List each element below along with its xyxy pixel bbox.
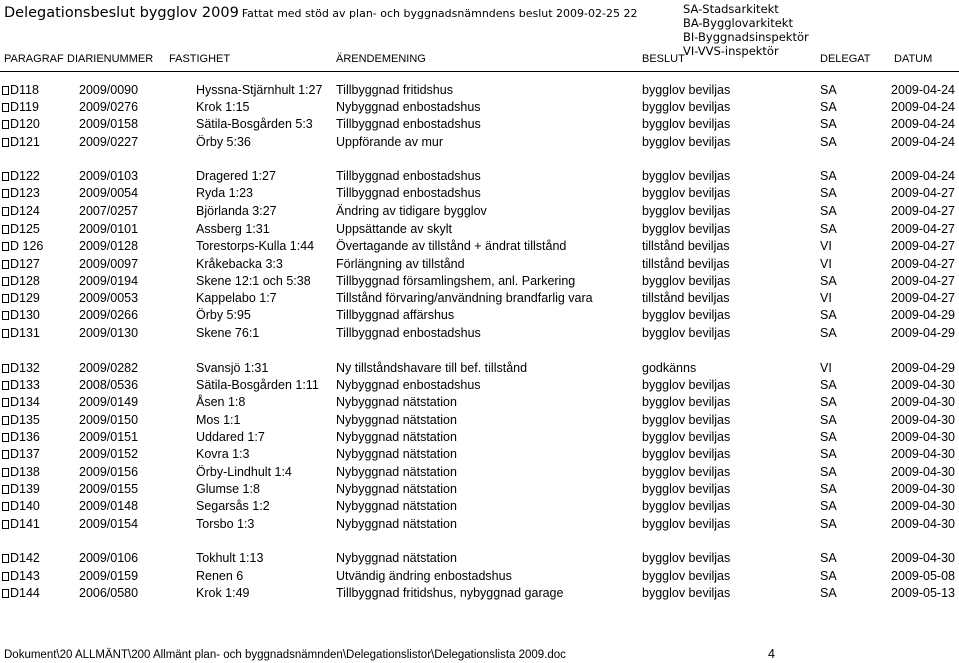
fastighet-cell: Krok 1:49 <box>196 586 250 600</box>
fastighet-cell: Krok 1:15 <box>196 100 250 114</box>
column-header-beslut: BESLUT <box>642 53 685 65</box>
beslut-cell: tillstånd beviljas <box>642 291 730 305</box>
delegat-cell: SA <box>820 517 837 531</box>
arendemening-cell: Tillbyggnad enbostadshus <box>336 186 481 200</box>
role-ba: BA-Bygglovarkitekt <box>683 16 793 30</box>
arendemening-cell: Tillbyggnad fritidshus, nybyggnad garage <box>336 586 564 600</box>
table-row <box>0 568 959 584</box>
beslut-cell: bygglov beviljas <box>642 169 731 183</box>
checkbox-square-icon <box>2 138 9 147</box>
diarienummer-cell: 2009/0194 <box>79 274 139 288</box>
column-header-datum: DATUM <box>894 53 933 65</box>
role-sa: SA-Stadsarkitekt <box>683 2 779 16</box>
diarienummer-cell: 2009/0053 <box>79 291 139 305</box>
table-row <box>0 116 959 132</box>
paragraf-label: D131 <box>10 326 40 340</box>
fastighet-cell: Torestorps-Kulla 1:44 <box>196 239 315 253</box>
checkbox-square-icon <box>2 554 9 563</box>
paragraf-label: D140 <box>10 499 40 513</box>
header-divider <box>0 71 959 72</box>
paragraf-label: D130 <box>10 308 40 322</box>
document-subtitle: Fattat med stöd av plan- och byggnadsnämndens beslut 2009-02-25 22 <box>241 7 638 20</box>
checkbox-square-icon <box>2 381 9 390</box>
delegat-cell: SA <box>820 135 837 149</box>
delegat-cell: VI <box>820 361 832 375</box>
datum-cell: 2009-04-27 <box>891 274 955 288</box>
fastighet-cell: Kappelabo 1:7 <box>196 291 277 305</box>
table-row <box>0 498 959 514</box>
arendemening-cell: Tillstånd förvaring/användning brandfarlig vara <box>336 291 593 305</box>
paragraf-cell <box>2 185 40 201</box>
delegat-cell: SA <box>820 395 837 409</box>
paragraf-label: D119 <box>10 100 39 114</box>
fastighet-cell: Kovra 1:3 <box>196 447 250 461</box>
table-row <box>0 377 959 393</box>
checkbox-square-icon <box>2 172 9 181</box>
beslut-cell: bygglov beviljas <box>642 326 731 340</box>
fastighet-cell: Segarsås 1:2 <box>196 499 270 513</box>
diarienummer-cell: 2007/0257 <box>79 204 139 218</box>
table-row <box>0 325 959 341</box>
arendemening-cell: Nybyggnad nätstation <box>336 447 457 461</box>
datum-cell: 2009-04-24 <box>891 169 955 183</box>
table-row <box>0 585 959 601</box>
table-row <box>0 394 959 410</box>
table-row <box>0 516 959 532</box>
fastighet-cell: Ryda 1:23 <box>196 186 253 200</box>
paragraf-cell <box>2 168 40 184</box>
arendemening-cell: Uppförande av mur <box>336 135 444 149</box>
paragraf-label: D124 <box>10 204 40 218</box>
delegat-cell: SA <box>820 551 837 565</box>
paragraf-label: D120 <box>10 117 40 131</box>
arendemening-cell: Nybyggnad nätstation <box>336 465 457 479</box>
delegat-cell: SA <box>820 274 837 288</box>
checkbox-square-icon <box>2 86 9 95</box>
datum-cell: 2009-04-30 <box>891 378 955 392</box>
checkbox-square-icon <box>2 433 9 442</box>
paragraf-label: D137 <box>10 447 40 461</box>
paragraf-cell <box>2 82 39 98</box>
fastighet-cell: Svansjö 1:31 <box>196 361 269 375</box>
beslut-cell: bygglov beviljas <box>642 447 731 461</box>
beslut-cell: bygglov beviljas <box>642 499 731 513</box>
paragraf-cell <box>2 307 40 323</box>
arendemening-cell: Nybyggnad enbostadshus <box>336 100 481 114</box>
checkbox-square-icon <box>2 311 9 320</box>
table-row <box>0 203 959 219</box>
checkbox-square-icon <box>2 329 9 338</box>
diarienummer-cell: 2009/0154 <box>79 517 139 531</box>
checkbox-square-icon <box>2 485 9 494</box>
datum-cell: 2009-04-30 <box>891 551 955 565</box>
checkbox-square-icon <box>2 398 9 407</box>
delegat-cell: SA <box>820 204 837 218</box>
delegat-cell: SA <box>820 100 837 114</box>
datum-cell: 2009-04-30 <box>891 465 955 479</box>
column-header-paragraf: PARAGRAF <box>4 53 64 65</box>
table-row <box>0 290 959 306</box>
paragraf-cell <box>2 498 40 514</box>
page-number: 4 <box>768 647 775 661</box>
datum-cell: 2009-04-30 <box>891 447 955 461</box>
table-row <box>0 464 959 480</box>
checkbox-square-icon <box>2 189 9 198</box>
paragraf-cell <box>2 568 40 584</box>
delegat-cell: SA <box>820 308 837 322</box>
paragraf-cell <box>2 238 43 254</box>
fastighet-cell: Hyssna-Stjärnhult 1:27 <box>196 83 323 97</box>
arendemening-cell: Uppsättande av skylt <box>336 222 453 236</box>
fastighet-cell: Dragered 1:27 <box>196 169 276 183</box>
table-row <box>0 99 959 115</box>
fastighet-cell: Björlanda 3:27 <box>196 204 277 218</box>
arendemening-cell: Ny tillståndshavare till bef. tillstånd <box>336 361 528 375</box>
arendemening-cell: Nybyggnad nätstation <box>336 413 457 427</box>
paragraf-label: D141 <box>10 517 40 531</box>
datum-cell: 2009-04-29 <box>891 361 955 375</box>
table-row <box>0 256 959 272</box>
delegat-cell: SA <box>820 430 837 444</box>
datum-cell: 2009-04-30 <box>891 482 955 496</box>
diarienummer-cell: 2009/0152 <box>79 447 139 461</box>
arendemening-cell: Nybyggnad nätstation <box>336 517 457 531</box>
fastighet-cell: Örby-Lindhult 1:4 <box>196 465 292 479</box>
paragraf-label: D123 <box>10 186 40 200</box>
document-header <box>4 2 637 21</box>
datum-cell: 2009-04-30 <box>891 395 955 409</box>
beslut-cell: tillstånd beviljas <box>642 239 730 253</box>
beslut-cell: bygglov beviljas <box>642 551 731 565</box>
arendemening-cell: Nybyggnad nätstation <box>336 430 457 444</box>
fastighet-cell: Skene 12:1 och 5:38 <box>196 274 311 288</box>
paragraf-label: D 126 <box>10 239 44 253</box>
paragraf-label: D129 <box>10 291 40 305</box>
beslut-cell: bygglov beviljas <box>642 308 731 322</box>
table-row <box>0 360 959 376</box>
beslut-cell: bygglov beviljas <box>642 517 731 531</box>
paragraf-cell <box>2 221 40 237</box>
paragraf-cell <box>2 290 40 306</box>
datum-cell: 2009-04-27 <box>891 239 955 253</box>
paragraf-label: D134 <box>10 395 40 409</box>
diarienummer-cell: 2009/0101 <box>79 222 139 236</box>
checkbox-square-icon <box>2 207 9 216</box>
paragraf-cell <box>2 446 40 462</box>
delegat-cell: SA <box>820 169 837 183</box>
delegat-cell: VI <box>820 291 832 305</box>
delegat-cell: SA <box>820 326 837 340</box>
fastighet-cell: Åsen 1:8 <box>196 395 246 409</box>
paragraf-label: D142 <box>10 551 40 565</box>
paragraf-label: D121 <box>10 135 40 149</box>
checkbox-square-icon <box>2 502 9 511</box>
checkbox-square-icon <box>2 450 9 459</box>
paragraf-cell <box>2 360 40 376</box>
diarienummer-cell: 2009/0155 <box>79 482 139 496</box>
table-row <box>0 446 959 462</box>
paragraf-label: D127 <box>10 257 40 271</box>
paragraf-cell <box>2 134 40 150</box>
delegat-cell: SA <box>820 586 837 600</box>
beslut-cell: bygglov beviljas <box>642 413 731 427</box>
arendemening-cell: Tillbyggnad enbostadshus <box>336 169 481 183</box>
datum-cell: 2009-04-24 <box>891 117 955 131</box>
diarienummer-cell: 2006/0580 <box>79 586 139 600</box>
datum-cell: 2009-04-27 <box>891 257 955 271</box>
checkbox-square-icon <box>2 589 9 598</box>
arendemening-cell: Nybyggnad nätstation <box>336 482 457 496</box>
checkbox-square-icon <box>2 103 9 112</box>
checkbox-square-icon <box>2 225 9 234</box>
table-row <box>0 168 959 184</box>
paragraf-label: D128 <box>10 274 40 288</box>
arendemening-cell: Nybyggnad nätstation <box>336 551 457 565</box>
diarienummer-cell: 2009/0266 <box>79 308 139 322</box>
paragraf-label: D118 <box>10 83 39 97</box>
paragraf-cell <box>2 116 40 132</box>
fastighet-cell: Örby 5:95 <box>196 308 251 322</box>
column-header-delegat: DELEGAT <box>820 53 871 65</box>
fastighet-cell: Sätila-Bosgården 1:11 <box>196 378 319 392</box>
table-row <box>0 238 959 254</box>
arendemening-cell: Nybyggnad enbostadshus <box>336 378 481 392</box>
column-header-fastighet: FASTIGHET <box>169 53 231 65</box>
datum-cell: 2009-04-27 <box>891 186 955 200</box>
delegat-cell: VI <box>820 257 832 271</box>
delegate-roles-legend <box>683 2 809 58</box>
paragraf-cell <box>2 273 40 289</box>
arendemening-cell: Ändring av tidigare bygglov <box>336 204 487 218</box>
diarienummer-cell: 2009/0282 <box>79 361 139 375</box>
arendemening-cell: Tillbyggnad fritidshus <box>336 83 453 97</box>
paragraf-label: D144 <box>10 586 40 600</box>
checkbox-square-icon <box>2 416 9 425</box>
table-row <box>0 221 959 237</box>
beslut-cell: bygglov beviljas <box>642 100 731 114</box>
diarienummer-cell: 2009/0156 <box>79 465 139 479</box>
datum-cell: 2009-04-27 <box>891 222 955 236</box>
datum-cell: 2009-04-30 <box>891 517 955 531</box>
diarienummer-cell: 2009/0130 <box>79 326 139 340</box>
checkbox-square-icon <box>2 260 9 269</box>
fastighet-cell: Torsbo 1:3 <box>196 517 255 531</box>
beslut-cell: tillstånd beviljas <box>642 257 730 271</box>
checkbox-square-icon <box>2 294 9 303</box>
datum-cell: 2009-04-27 <box>891 204 955 218</box>
datum-cell: 2009-04-30 <box>891 499 955 513</box>
checkbox-square-icon <box>2 468 9 477</box>
beslut-cell: bygglov beviljas <box>642 204 731 218</box>
arendemening-cell: Utvändig ändring enbostadshus <box>336 569 512 583</box>
paragraf-cell <box>2 394 40 410</box>
beslut-cell: bygglov beviljas <box>642 117 731 131</box>
diarienummer-cell: 2009/0150 <box>79 413 139 427</box>
datum-cell: 2009-04-29 <box>891 326 955 340</box>
arendemening-cell: Förlängning av tillstånd <box>336 257 465 271</box>
delegat-cell: SA <box>820 447 837 461</box>
beslut-cell: bygglov beviljas <box>642 586 731 600</box>
checkbox-square-icon <box>2 364 9 373</box>
document-title: Delegationsbeslut bygglov 2009 <box>4 5 239 21</box>
delegat-cell: SA <box>820 117 837 131</box>
column-header-row <box>0 53 959 69</box>
table-row <box>0 185 959 201</box>
diarienummer-cell: 2009/0128 <box>79 239 139 253</box>
diarienummer-cell: 2009/0227 <box>79 135 139 149</box>
beslut-cell: bygglov beviljas <box>642 465 731 479</box>
datum-cell: 2009-04-24 <box>891 135 955 149</box>
beslut-cell: godkänns <box>642 361 697 375</box>
arendemening-cell: Nybyggnad nätstation <box>336 395 457 409</box>
table-row <box>0 273 959 289</box>
beslut-cell: bygglov beviljas <box>642 274 731 288</box>
paragraf-cell <box>2 203 40 219</box>
paragraf-cell <box>2 585 40 601</box>
table-row <box>0 134 959 150</box>
paragraf-cell <box>2 429 40 445</box>
delegat-cell: SA <box>820 186 837 200</box>
fastighet-cell: Glumse 1:8 <box>196 482 260 496</box>
arendemening-cell: Tillbyggnad församlingshem, anl. Parkering <box>336 274 576 288</box>
beslut-cell: bygglov beviljas <box>642 186 731 200</box>
footer-file-path: Dokument\20 ALLMÄNT\200 Allmänt plan- och byggnadsnämnden\Delegationslistor\Delegationslista 2009.doc <box>4 649 566 661</box>
paragraf-cell <box>2 464 40 480</box>
fastighet-cell: Mos 1:1 <box>196 413 241 427</box>
arendemening-cell: Tillbyggnad affärshus <box>336 308 455 322</box>
delegat-cell: SA <box>820 222 837 236</box>
datum-cell: 2009-04-29 <box>891 308 955 322</box>
checkbox-square-icon <box>2 520 9 529</box>
paragraf-cell <box>2 377 40 393</box>
checkbox-square-icon <box>2 277 9 286</box>
table-row <box>0 412 959 428</box>
datum-cell: 2009-04-30 <box>891 430 955 444</box>
datum-cell: 2009-04-27 <box>891 291 955 305</box>
diarienummer-cell: 2008/0536 <box>79 378 139 392</box>
paragraf-label: D133 <box>10 378 40 392</box>
datum-cell: 2009-04-24 <box>891 83 955 97</box>
arendemening-cell: Tillbyggnad enbostadshus <box>336 326 481 340</box>
delegat-cell: SA <box>820 482 837 496</box>
diarienummer-cell: 2009/0103 <box>79 169 139 183</box>
diarienummer-cell: 2009/0106 <box>79 551 139 565</box>
beslut-cell: bygglov beviljas <box>642 395 731 409</box>
diarienummer-cell: 2009/0158 <box>79 117 139 131</box>
arendemening-cell: Nybyggnad nätstation <box>336 499 457 513</box>
role-vi: VI-VVS-inspektör <box>683 44 779 58</box>
paragraf-cell <box>2 325 40 341</box>
datum-cell: 2009-05-08 <box>891 569 955 583</box>
diarienummer-cell: 2009/0149 <box>79 395 139 409</box>
table-row <box>0 550 959 566</box>
diarienummer-cell: 2009/0097 <box>79 257 139 271</box>
fastighet-cell: Örby 5:36 <box>196 135 251 149</box>
beslut-cell: bygglov beviljas <box>642 83 731 97</box>
beslut-cell: bygglov beviljas <box>642 430 731 444</box>
delegat-cell: SA <box>820 83 837 97</box>
paragraf-label: D122 <box>10 169 40 183</box>
delegat-cell: SA <box>820 499 837 513</box>
table-row <box>0 82 959 98</box>
diarienummer-cell: 2009/0151 <box>79 430 139 444</box>
diarienummer-cell: 2009/0054 <box>79 186 139 200</box>
delegat-cell: VI <box>820 239 832 253</box>
column-header-diarienummer: DIARIENUMMER <box>67 53 154 65</box>
beslut-cell: bygglov beviljas <box>642 222 731 236</box>
paragraf-label: D139 <box>10 482 40 496</box>
table-row <box>0 307 959 323</box>
paragraf-cell <box>2 412 40 428</box>
paragraf-cell <box>2 516 40 532</box>
paragraf-label: D138 <box>10 465 40 479</box>
fastighet-cell: Sätila-Bosgården 5:3 <box>196 117 313 131</box>
fastighet-cell: Assberg 1:31 <box>196 222 270 236</box>
column-header-arendemening: ÄRENDEMENING <box>336 53 426 65</box>
role-bi: BI-Byggnadsinspektör <box>683 30 809 44</box>
checkbox-square-icon <box>2 572 9 581</box>
paragraf-cell <box>2 550 40 566</box>
paragraf-label: D125 <box>10 222 40 236</box>
delegat-cell: SA <box>820 413 837 427</box>
beslut-cell: bygglov beviljas <box>642 135 731 149</box>
table-row <box>0 429 959 445</box>
delegat-cell: SA <box>820 465 837 479</box>
beslut-cell: bygglov beviljas <box>642 482 731 496</box>
table-row <box>0 481 959 497</box>
paragraf-cell <box>2 481 40 497</box>
fastighet-cell: Skene 76:1 <box>196 326 260 340</box>
diarienummer-cell: 2009/0159 <box>79 569 139 583</box>
paragraf-cell <box>2 256 40 272</box>
fastighet-cell: Kråkebacka 3:3 <box>196 257 283 271</box>
paragraf-label: D143 <box>10 569 40 583</box>
datum-cell: 2009-04-24 <box>891 100 955 114</box>
paragraf-label: D136 <box>10 430 40 444</box>
fastighet-cell: Uddared 1:7 <box>196 430 265 444</box>
checkbox-square-icon <box>2 120 9 129</box>
arendemening-cell: Tillbyggnad enbostadshus <box>336 117 481 131</box>
paragraf-cell <box>2 99 39 115</box>
paragraf-label: D135 <box>10 413 40 427</box>
beslut-cell: bygglov beviljas <box>642 569 731 583</box>
datum-cell: 2009-05-13 <box>891 586 955 600</box>
diarienummer-cell: 2009/0276 <box>79 100 139 114</box>
checkbox-square-icon <box>2 242 9 251</box>
fastighet-cell: Tokhult 1:13 <box>196 551 264 565</box>
diarienummer-cell: 2009/0090 <box>79 83 139 97</box>
paragraf-label: D132 <box>10 361 40 375</box>
fastighet-cell: Renen 6 <box>196 569 244 583</box>
delegat-cell: SA <box>820 378 837 392</box>
delegat-cell: SA <box>820 569 837 583</box>
diarienummer-cell: 2009/0148 <box>79 499 139 513</box>
arendemening-cell: Övertagande av tillstånd + ändrat tillstånd <box>336 239 567 253</box>
datum-cell: 2009-04-30 <box>891 413 955 427</box>
beslut-cell: bygglov beviljas <box>642 378 731 392</box>
